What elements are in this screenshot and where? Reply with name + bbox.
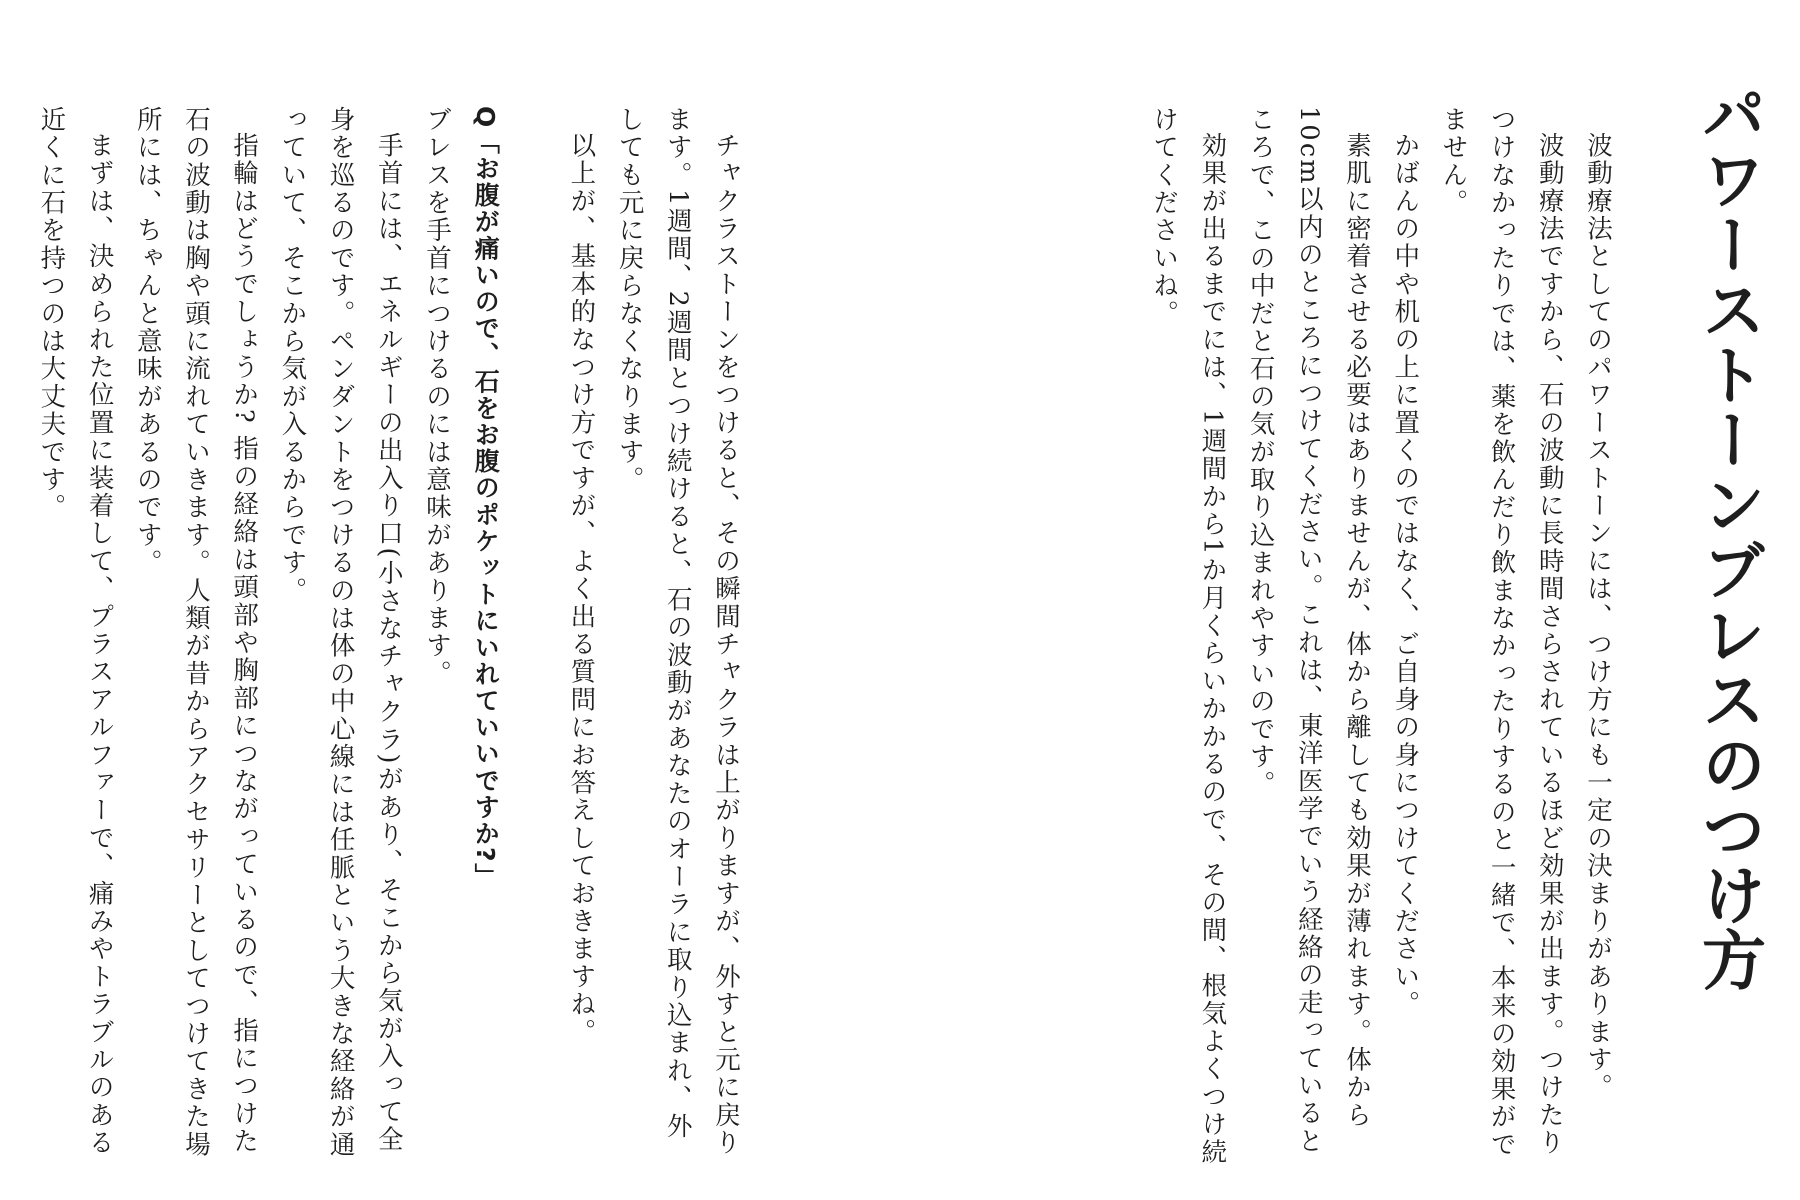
paragraph: 波動療法としてのパワーストーンには、つけ方にも一定の決まりがあります。 [1583,131,1613,1101]
paragraph: 指輪はどうでしょうか? 指の経絡は頭部や胸部につながっているので、指につけた石の波動は胸や頭に流れていきます。人類が昔からアクセサリーとしてつけてきた場所には、ちゃんと意味があるのです。 [132,106,260,1159]
page-title: パワーストーンブレスのつけ方 [1691,82,1765,992]
paragraph: 素肌に密着させる必要はありませんが、体から離しても効果が薄れます。体から10cm以内のところにつけてください。これは、東洋医学でいう経絡の走っているところで、この中だと石の気が取り込まれやすいのです。 [1245,106,1372,1156]
paragraph: ブレスを手首につけるのには意味があります。 [421,106,452,688]
paragraph: チャクラストーンをつけると、その瞬間チャクラは上がりますが、外すと元に戻ります。1週間、2週間とつけ続けると、石の波動があなたのオーラに取り込まれ、外しても元に戻らなくなります。 [614,106,741,1157]
paragraph: 効果が出るまでには、1週間から1か月くらいかかるので、その間、根気よくつけ続けてくださいね。 [1149,106,1228,1166]
paragraph: 以上が、基本的なつけ方ですが、よく出る質問にお答えしておきますね。 [566,131,597,1046]
paragraph: 波動療法ですから、石の波動に長時間さらされているほど効果が出ます。つけたりつけなかったりでは、薬を飲んだり飲まなかったりするのと一緒で、本来の効果がでません。 [1438,106,1565,1159]
right-page-text [1140,106,1622,1166]
paragraph: かばんの中や机の上に置くのではなく、ご自身の身につけてください。 [1390,131,1421,1018]
left-page-text [27,106,750,1166]
paragraph: まずは、決められた位置に装着して、プラスアルファーで、痛みやトラブルのある近くに石を持つのは大丈夫です。 [36,106,115,1157]
qa-question-heading: Q「お腹が痛いので、石をお腹のポケットにいれていいですか?」 [471,106,501,890]
paragraph: 手首には、エネルギーの出入り口(小さなチャクラ)があり、そこから気が入って全身を巡るのです。ペンダントをつけるのは体の中心線には任脈という大きな経絡が通っていて、そこから気が入るからです。 [277,106,404,1159]
